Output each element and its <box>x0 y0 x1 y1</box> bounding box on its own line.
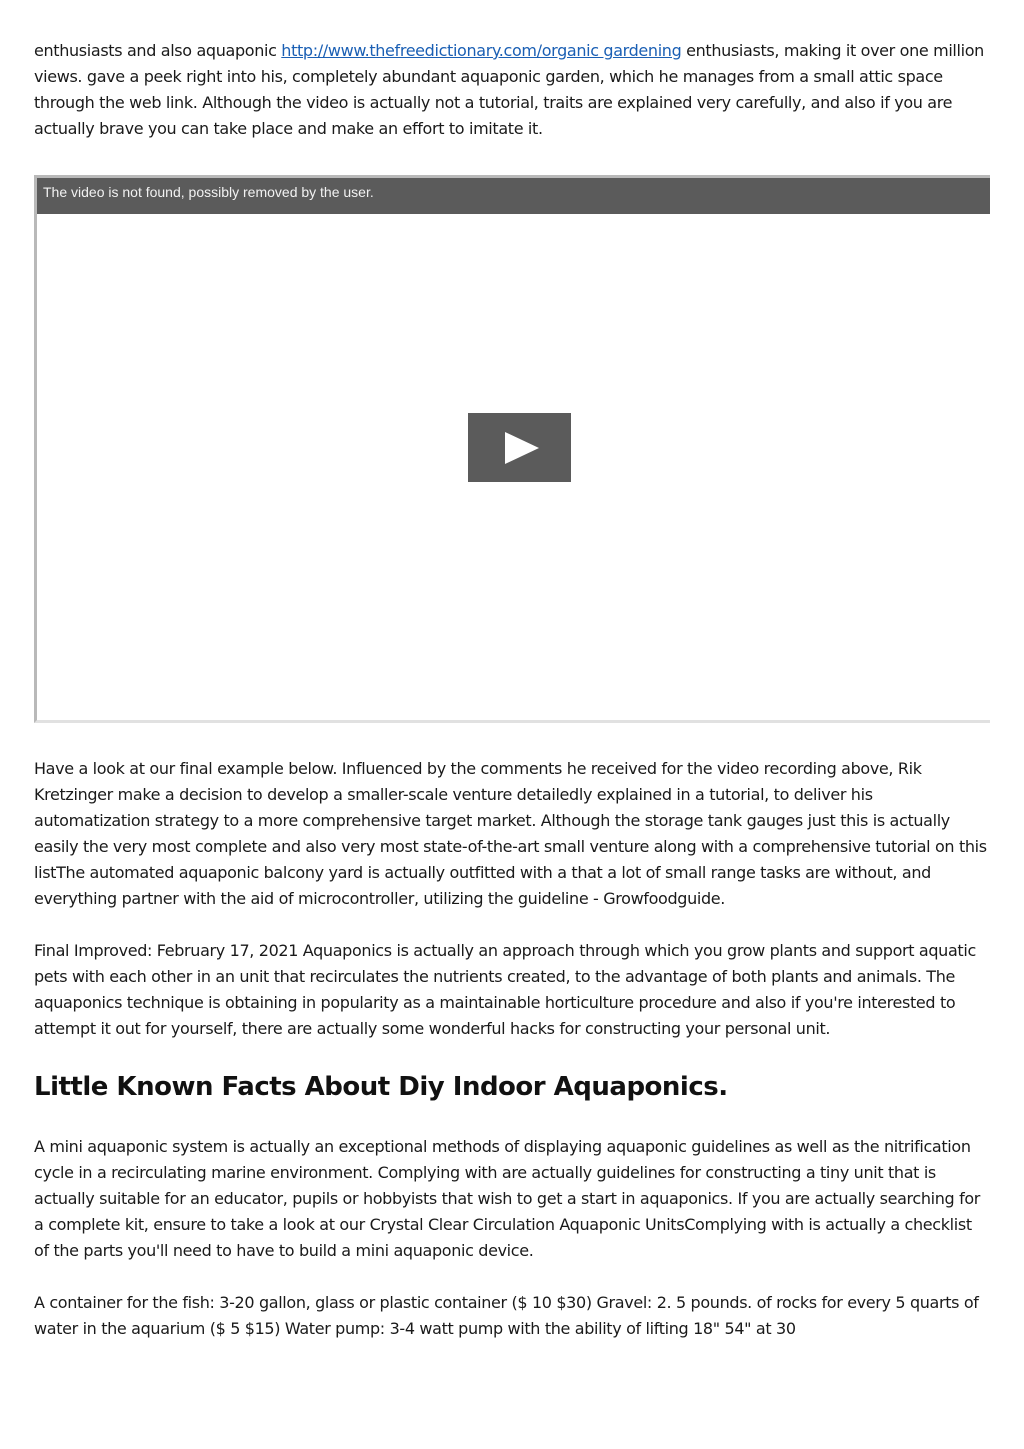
intro-text-after-link: enthusiasts, making it over one million views. gave a peek right into his, completely abundant aquaponic garden, which he manages from a small attic space through the web link. Although the video is actually not a tutorial, traits are explained very carefully, and also if you are actually brave you can take place and make an effort to imitate it. <box>34 41 984 138</box>
paragraph-final-example: Have a look at our final example below. Influenced by the comments he received for the video recording above, Rik Kretzinger make a decision to develop a smaller-scale venture detailedly explained in a tutorial, to deliver his automatization strategy to a more comprehensive target market. Although the storage tank gauges just this is actually easily the very most complete and also very most state-of-the-art small venture along with a comprehensive tutorial on this listThe automated aquaponic balcony yard is actually outfitted with a that a lot of small range tasks are without, and everything partner with the aid of microcontroller, utilizing the guideline - Growfoodguide. <box>34 759 987 908</box>
video-title-bar <box>37 178 990 214</box>
paragraph-parts-list: A container for the fish: 3-20 gallon, glass or plastic container ($ 10 $30) Gravel: 2. 5 pounds. of rocks for every 5 quarts of water in the aquarium ($ 5 $15) Water pump: 3-4 watt pump with the ability of lifting 18" 54" at 30 <box>34 1293 979 1338</box>
paragraph-mini-system: A mini aquaponic system is actually an exceptional methods of displaying aquaponic guidelines as well as the nitrification cycle in a recirculating marine environment. Complying with are actually guidelines for constructing a tiny unit that is actually suitable for an educator, pupils or hobbyists that wish to get a start in aquaponics. If you are actually searching for a complete kit, ensure to take a look at our Crystal Clear Circulation Aquaponic UnitsComplying with is actually a checklist of the parts you'll need to have to build a mini aquaponic device. <box>34 1137 981 1260</box>
video-embed[interactable] <box>34 175 990 723</box>
video-play-button[interactable] <box>468 413 571 482</box>
play-icon <box>505 432 539 464</box>
intro-text-before-link: enthusiasts and also aquaponic <box>34 41 282 60</box>
paragraph-final-improved: Final Improved: February 17, 2021 Aquaponics is actually an approach through which you grow plants and support aquatic pets with each other in an unit that recirculates the nutrients created, to the advantage of both plants and animals. The aquaponics technique is obtaining in popularity as a maintainable horticulture procedure and also if you're interested to attempt it out for yourself, there are actually some wonderful hacks for constructing your personal unit. <box>34 941 976 1038</box>
article-body <box>34 38 990 1342</box>
section-heading: Little Known Facts About Diy Indoor Aquaponics. <box>34 1072 728 1102</box>
video-not-found-message: The video is not found, possibly removed by the user. <box>43 184 374 200</box>
organic-gardening-link[interactable]: http://www.thefreedictionary.com/organic gardening <box>281 41 682 60</box>
intro-paragraph <box>34 38 990 142</box>
